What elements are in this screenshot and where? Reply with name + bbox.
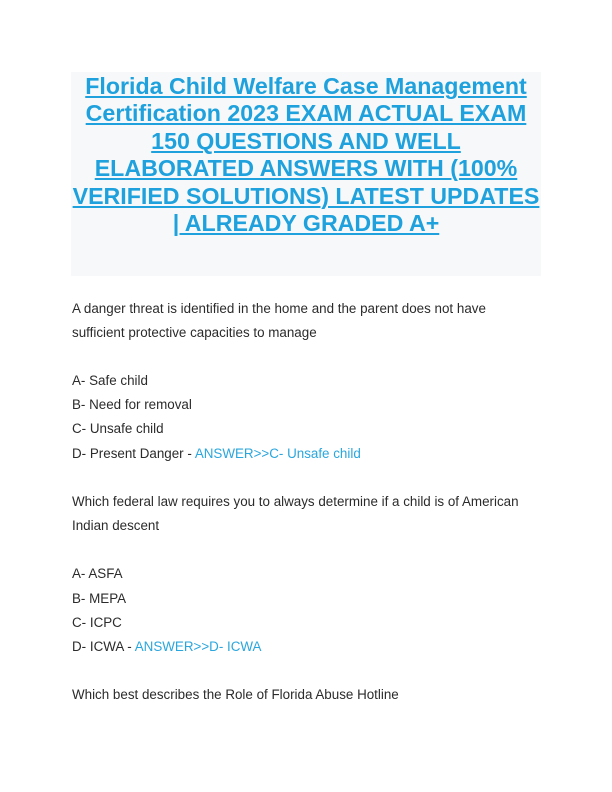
question-1-option-d <box>72 446 361 462</box>
question-1-answer: ANSWER>>C- Unsafe child <box>194 446 361 461</box>
question-2-option-b: B- MEPA <box>72 591 127 606</box>
question-1-text-line-1: A danger threat is identified in the home and the parent does not have <box>72 301 486 316</box>
question-2-option-c: C- ICPC <box>72 615 122 630</box>
question-1-option-c: C- Unsafe child <box>72 421 164 436</box>
question-2-option-a: A- ASFA <box>72 566 123 581</box>
question-1-option-d-label: D- Present Danger - <box>72 446 195 461</box>
question-2-text-line-1: Which federal law requires you to always determine if a child is of American <box>72 494 519 509</box>
question-2-answer: ANSWER>>D- ICWA <box>134 639 262 654</box>
question-2-option-d-label: D- ICWA - <box>72 639 135 654</box>
question-1-text-line-2: sufficient protective capacities to manage <box>72 325 317 340</box>
question-3-text-line-1: Which best describes the Role of Florida Abuse Hotline <box>72 687 399 702</box>
question-1-option-a: A- Safe child <box>72 373 148 388</box>
question-1-option-b: B- Need for removal <box>72 397 192 412</box>
question-2-option-d <box>72 639 261 655</box>
question-2-text-line-2: Indian descent <box>72 518 160 533</box>
document-title: Florida Child Welfare Case Management Certification 2023 EXAM ACTUAL EXAM 150 QUESTIONS AND WELL ELABORATED ANSWERS WITH (100% VERIFIED SOLUTIONS) LATEST UPDATES | ALREADY GRADED A+ <box>72 73 540 237</box>
